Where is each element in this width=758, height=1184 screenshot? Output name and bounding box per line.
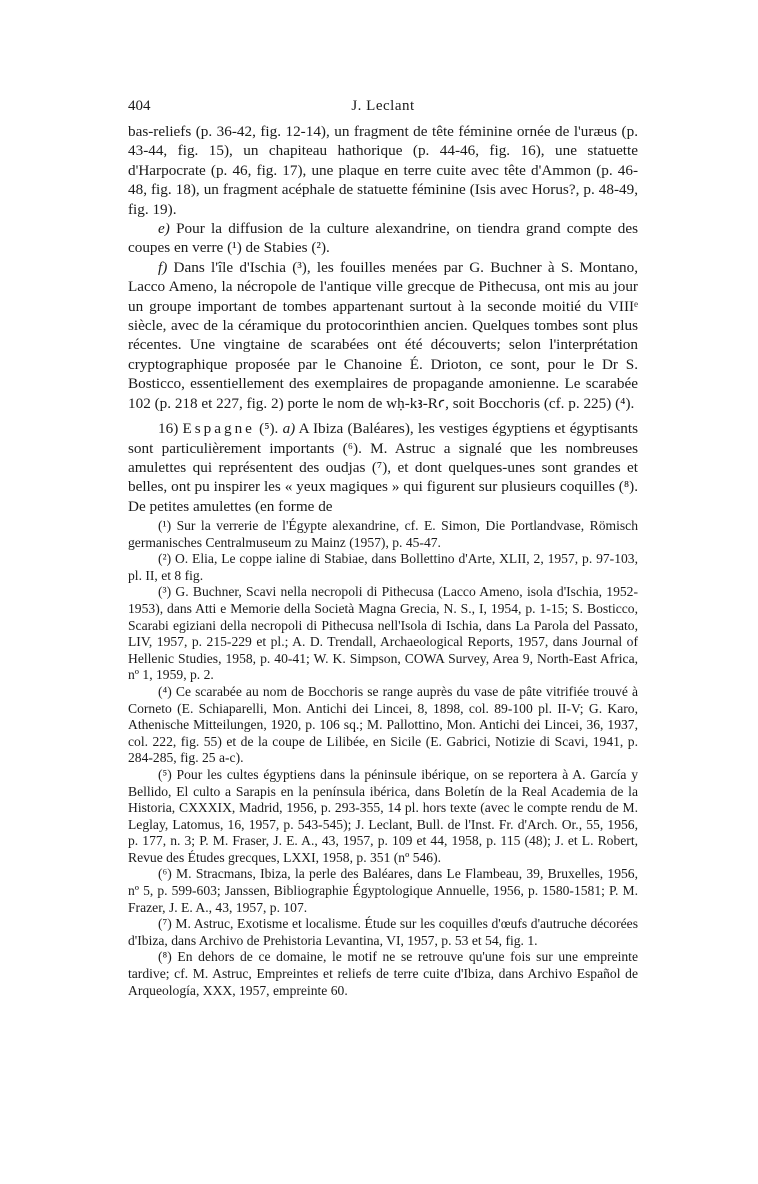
main-text (128, 122, 638, 516)
paragraph-f-text: Dans l'île d'Ischia (³), les fouilles menées par G. Buchner à S. Montano, Lacco Ameno, la nécropole de l'antique ville grecque de Pithecusa, ont mis au jour un groupe important de tombes appartenant surtout à la seconde moitié du VIIIᵉ siècle, avec de la céramique du protocorinthien ancien. Quelques tombes sont plus récentes. Une vingtaine de scarabées ont été découverts; selon l'interprétation cryptographique proposée par le Chanoine É. Drioton, ce sont, pour le Dr S. Bosticco, essentiellement des exemplaires de propagande amonienne. Le scarabée 102 (p. 218 et 227, fig. 2) porte le nom de wḥ-kꜣ-Rꜥ, soit Bocchoris (cf. p. 225) (⁴). (128, 258, 639, 412)
section-16 (128, 419, 638, 516)
item-label-e: e) (158, 220, 170, 238)
footnote: (¹) Sur la verrerie de l'Égypte alexandrine, cf. E. Simon, Die Portlandvase, Römisch germanisches Centralmuseum zu Mainz (1957), p. 45-47. (128, 518, 638, 550)
paragraph-e (128, 219, 638, 258)
paragraph-f (128, 258, 638, 413)
footnote: (⁸) En dehors de ce domaine, le motif ne se retrouve qu'une fois sur une empreinte tardive; cf. M. Astruc, Empreintes et reliefs de terre cuite d'Ibiza, dans Archivo Español de Arqueología, XXX, 1957, empreinte 60. (128, 949, 638, 998)
footnote: (⁷) M. Astruc, Exotisme et localisme. Étude sur les coquilles d'œufs d'autruche décorées d'Ibiza, dans Archivo de Prehistoria Levantina, VI, 1957, p. 53 et 54, fig. 1. (128, 916, 638, 948)
section-note-ref: (⁵). (259, 420, 279, 438)
section-title: Espagne (182, 420, 255, 438)
footnotes (128, 518, 638, 999)
section-number: 16) (158, 420, 179, 438)
item-label-a: a) (282, 420, 296, 438)
paragraph-e-text: Pour la diffusion de la culture alexandrine, on tiendra grand compte des coupes en verre (¹) de Stabies (²). (128, 220, 638, 257)
footnote: (⁶) M. Stracmans, Ibiza, la perle des Baléares, dans Le Flambeau, 39, Bruxelles, 1956, nº 5, p. 599-603; Janssen, Bibliographie Égyptologique Annuelle, 1956, p. 1580-1581; P. M. Frazer, J. E. A., 43, 1957, p. 107. (128, 866, 638, 915)
paragraph-continuation: bas-reliefs (p. 36-42, fig. 12-14), un fragment de tête féminine ornée de l'uræus (p. 43-44, fig. 15), un chapiteau hathorique (p. 44-46, fig. 16), une statuette d'Harpocrate (p. 46, fig. 17), une plaque en terre cuite avec tête d'Ammon (p. 46-48, fig. 18), un fragment acéphale de statuette féminine (Isis avec Horus?, p. 48-49, fig. 19). (128, 123, 638, 218)
running-header (128, 98, 638, 120)
footnote: (⁵) Pour les cultes égyptiens dans la péninsule ibérique, on se reportera à A. García y Bellido, El culto a Sarapis en la península ibérica, dans Boletín de la Real Academia de la Historia, CXXXIX, Madrid, 1956, p. 293-355, 14 pl. hors texte (avec le compte rendu de M. Leglay, Latomus, 16, 1957, p. 543-545); J. Leclant, Bull. de l'Inst. Fr. d'Arch. Or., 55, 1956, p. 177, n. 3; P. M. Fraser, J. E. A., 43, 1957, p. 109 et 44, 1958, p. 115 (48); J. et L. Robert, Revue des Études grecques, LXXI, 1958, p. 351 (nº 546). (128, 766, 638, 865)
footnote: (⁴) Ce scarabée au nom de Bocchoris se range auprès du vase de pâte vitrifiée trouvé à Corneto (E. Schiaparelli, Mon. Antichi dei Lincei, 8, 1898, col. 89-100 pl. II-V; G. Karo, Athenische Mitteilungen, 1920, p. 106 sq.; M. Pallottino, Mon. Antichi dei Lincei, 36, 1937, col. 222, fig. 55) et de la coupe de Lilibée, en Sicile (E. Gabrici, Notizie di Scavi, 1941, p. 284-285, fig. 25 a-c). (128, 683, 638, 766)
footnote: (³) G. Buchner, Scavi nella necropoli di Pithecusa (Lacco Ameno, isola d'Ischia, 1952-1953), dans Atti e Memorie della Società Magna Grecia, N. S., I, 1954, p. 1-15; S. Bosticco, Scarabi egiziani della necropoli di Pithecusa nell'Isola di Ischia, dans La Parola del Passato, LIV, 1957, p. 215-229 et pl.; A. D. Trendall, Archaeological Reports, 1957, dans Journal of Hellenic Studies, 1958, p. 40-41; W. K. Simpson, COWA Survey, Area 9, North-East Africa, nº 1, 1959, p. 2. (128, 584, 638, 683)
section-16-text: A Ibiza (Baléares), les vestiges égyptiens et égyptisants sont particulièrement importants (⁶). M. Astruc a signalé que les nombreuses amulettes qui représentent des oudjas (⁷), et dont quelques-unes sont grandes et belles, ont pu inspirer les « yeux magiques » qui figurent sur plusieurs coquilles (⁸). De petites amulettes (en forme de (128, 420, 639, 515)
item-label-f: f) (158, 258, 168, 276)
running-title: J. Leclant (351, 98, 415, 114)
page-number: 404 (128, 98, 151, 114)
footnote: (²) O. Elia, Le coppe ialine di Stabiae, dans Bollettino d'Arte, XLII, 2, 1957, p. 97-103, pl. II, et 8 fig. (128, 551, 638, 583)
